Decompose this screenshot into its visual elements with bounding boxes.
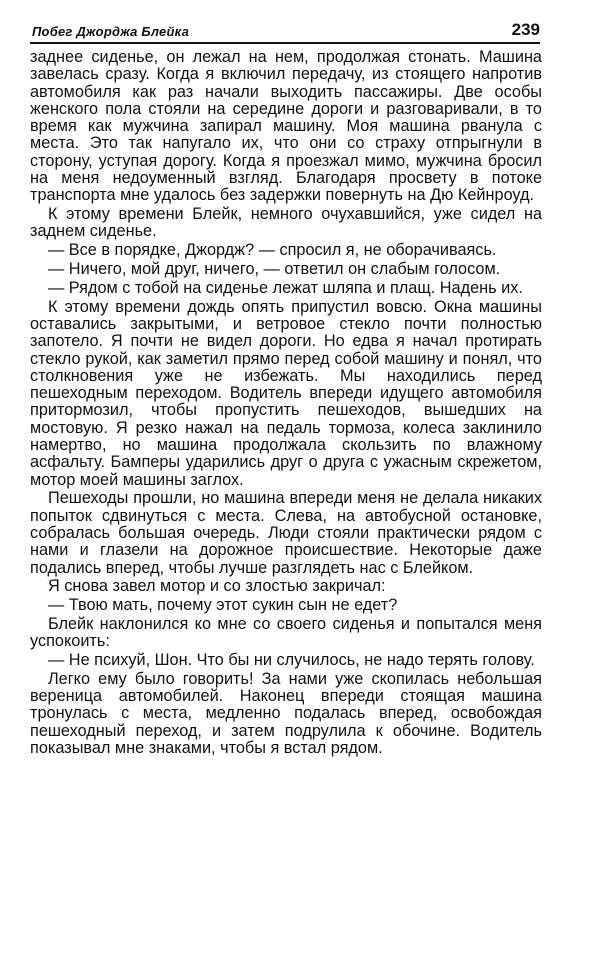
- paragraph: К этому времени дождь опять припустил вовсю. Окна машины оставались закрытыми, и ветровое стекло почти полностью запотело. Я почти не видел дороги. Но едва я начал протирать стекло рукой, как заметил прямо перед собой машину и понял, что столкновения уже не избежать. Мы находились перед пешеходным переходом. Водитель впереди идущего автомобиля притормозил, чтобы пропустить пешеходов, вышедших на мостовую. Я резко нажал на педаль тормоза, колеса заклинило намертво, но машина продолжала скользить по влажному асфальту. Бамперы ударились друг о друга с ужасным скрежетом, мотор моей машины заглох.: [30, 297, 542, 489]
- paragraph: Блейк наклонился ко мне со своего сиденья и попытался меня успокоить:: [30, 615, 542, 651]
- paragraph: К этому времени Блейк, немного очухавшийся, уже сидел на заднем сиденье.: [30, 205, 542, 241]
- paragraph: — Все в порядке, Джордж? — спросил я, не оборачиваясь.: [48, 241, 497, 260]
- paragraph: Легко ему было говорить! За нами уже скопилась небольшая вереница автомобилей. Наконец впереди стоящая машина тронулась с места, медленно подалась вперед, освобождая пешеходный переход, и затем подрулила к обочине. Водитель показывал мне знаками, чтобы я встал рядом.: [30, 669, 542, 758]
- paragraph: Я снова завел мотор и со злостью закричал:: [48, 577, 386, 596]
- page-number: 239: [511, 20, 540, 39]
- paragraph: — Ничего, мой друг, ничего, — ответил он слабым голосом.: [48, 260, 501, 279]
- paragraph: заднее сиденье, он лежал на нем, продолжая стонать. Машина завелась сразу. Когда я включил передачу, из стоящего напротив автомобиля как раз начали выходить пассажиры. Две особы женского пола стояли на середине дороги и разговаривали, в то время как мужчина запирал машину. Моя машина рванула с места. Это так напугало их, что они со страху отпрыгнули в сторону, уступая дорогу. Когда я проезжал мимо, мужчина бросил на меня недоуменный взгляд. Благодаря просвету в потоке транспорта мне удалось без задержки повернуть на Дю Кейнроуд.: [30, 48, 542, 205]
- page-header: [30, 22, 540, 44]
- body-text: [30, 49, 542, 759]
- paragraph: Пешеходы прошли, но машина впереди меня не делала никаких попыток сдвинуться с места. Слева, на автобусной остановке, собралась большая очередь. Люди стояли практически рядом с нами и глазели на дорожное происшествие. Некоторые даже подались вперед, чтобы лучше разглядеть нас с Блейком.: [30, 489, 542, 577]
- paragraph: — Твою мать, почему этот сукин сын не едет?: [48, 596, 398, 615]
- paragraph: — Рядом с тобой на сиденье лежат шляпа и плащ. Надень их.: [48, 278, 523, 297]
- paragraph: — Не психуй, Шон. Что бы ни случилось, не надо терять голову.: [48, 651, 535, 670]
- running-title: Побег Джорджа Блейка: [32, 24, 189, 39]
